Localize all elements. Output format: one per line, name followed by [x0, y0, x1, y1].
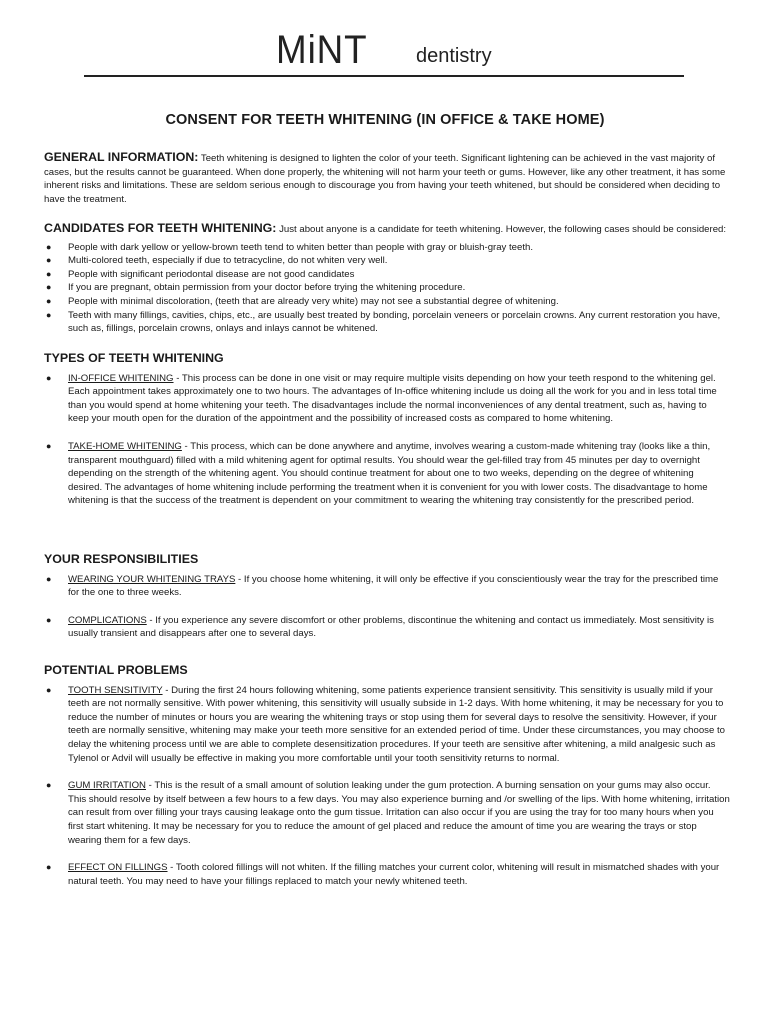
list-item-term: TOOTH SENSITIVITY [68, 684, 163, 696]
list-item-term: IN-OFFICE WHITENING [68, 372, 174, 384]
bullet-icon: ● [46, 780, 52, 791]
list-item [44, 254, 730, 268]
candidates-list [44, 241, 730, 336]
bullet-icon: ● [46, 241, 52, 252]
candidates-intro-paragraph [44, 222, 730, 237]
list-item-text: - This is the result of a small amount of solution leaking under the gum protection. A burning sensation on your gums may also occur. This should resolve by itself between a few hours to a few days. You may also experience burning and /or swelling of the lips. With home whitening, irritation can result from over filling your trays causing leakage onto the gum tissue. Irritation can also occur if you are using the tray for too many hours when you first start whitening. It may be necessary for you to reduce the amount of gel placed and reduce the amount of time you are wearing the trays or stop wearing them for a few days. [68, 780, 730, 846]
bullet-icon: ● [46, 282, 52, 293]
list-item-text: If you are pregnant, obtain permission from your doctor before trying the whitening procedure. [68, 282, 466, 294]
bullet-icon: ● [46, 614, 52, 625]
list-item [44, 614, 730, 641]
list-item-text: Teeth with many fillings, cavities, chips, etc., are usually best treated by bonding, porcelain veneers or porcelain crowns. Any current restoration you have, such as, fillings, porcelain crowns, onlays and inlays cannot be whitened. [68, 309, 721, 335]
list-item-term: GUM IRRITATION [68, 780, 146, 792]
list-item-text: - If you experience any severe discomfort or other problems, discontinue the whitening and contact us immediately. Most sensitivity is usually transient and disappears after one to several days. [68, 614, 714, 640]
general-information-text: Teeth whitening is designed to lighten the color of your teeth. Significant lightening can be achieved in the vast majority of cases, but the results cannot be guaranteed. When done properly, the whitening will not harm your teeth or gums. However, like any other treatment, it has some inherent risks and limitations. These are seldom serious enough to discourage you from having your teeth whitened, but should be considered when deciding to have the treatment. [44, 153, 726, 205]
list-item-text: - If you choose home whitening, it will only be effective if you conscientiously wear the tray for the prescribed time for the one to three weeks. [68, 573, 719, 599]
list-item [44, 295, 730, 309]
list-item-text: - This process can be done in one visit or may require multiple visits depending on how your teeth respond to the whitening gel. Each appointment takes approximately one to two hours. The advantages of In-office whitening include us doing all the work for you and in less total time than you would spend at home whitening your teeth. The disadvantages include the normal inconveniences of any dental treatment, such as, having to keep your mouth open for the duration of the appointment and the possibility of increased costs as compared to home whitening. [68, 372, 717, 425]
list-item-term: EFFECT ON FILLINGS [68, 862, 168, 874]
list-item [44, 779, 730, 847]
logo-dentistry-text: dentistry [416, 45, 492, 67]
list-item [44, 309, 730, 336]
list-item-term: WEARING YOUR WHITENING TRAYS [68, 573, 236, 585]
types-section [44, 352, 730, 508]
bullet-icon: ● [46, 440, 52, 451]
document-title: CONSENT FOR TEETH WHITENING (IN OFFICE & TAKE HOME) [165, 112, 605, 128]
list-item [44, 241, 730, 255]
potential-problems-list [44, 684, 730, 889]
types-heading: TYPES OF TEETH WHITENING [44, 351, 224, 365]
bullet-icon: ● [46, 862, 52, 873]
list-item-text: People with significant periodontal disease are not good candidates [68, 268, 355, 280]
list-item [44, 372, 730, 426]
list-item [44, 861, 730, 888]
candidates-heading: CANDIDATES FOR TEETH WHITENING: [44, 221, 277, 235]
list-item-text: - This process, which can be done anywhere and anytime, involves wearing a custom-made whitening tray (looks like a thin, transparent mouthguard) filled with a mild whitening agent for optimal results. You should wear the gel-filled tray from 45 minutes per day to overnight depending on the strength of the whitening agent. You should continue treatment for about one to two weeks, depending on the degree of whitening desired. The advantages of home whitening include performing the treatment when it is convenient for you with lower costs. The disadvantage to home whitening is that the success of the treatment is dependent on your commitment to wearing the whitening tray consistently for the prescribed period. [68, 440, 711, 507]
general-information-heading: GENERAL INFORMATION: [44, 150, 199, 164]
bullet-icon: ● [46, 372, 52, 383]
responsibilities-section [44, 553, 730, 641]
potential-problems-heading: POTENTIAL PROBLEMS [44, 663, 188, 677]
list-item-term: TAKE-HOME WHITENING [68, 440, 182, 452]
list-item-text: People with dark yellow or yellow-brown teeth tend to whiten better than people with gray or bluish-gray teeth. [68, 241, 534, 253]
responsibilities-list [44, 573, 730, 641]
types-list [44, 372, 730, 508]
bullet-icon: ● [46, 295, 52, 306]
bullet-icon: ● [46, 268, 52, 279]
logo-mint-text: MiNT [276, 28, 368, 72]
bullet-icon: ● [46, 255, 52, 266]
list-item [44, 268, 730, 282]
list-item-text: People with minimal discoloration, (teeth that are already very white) may not see a substantial degree of whitening. [68, 295, 559, 307]
list-item [44, 440, 730, 508]
candidates-intro: Just about anyone is a candidate for teeth whitening. However, the following cases should be considered: [276, 224, 727, 235]
general-information-paragraph [44, 151, 730, 206]
list-item [44, 684, 730, 766]
bullet-icon: ● [46, 684, 52, 695]
mint-dentistry-logo [276, 28, 492, 72]
header-rule [84, 75, 684, 77]
list-item [44, 573, 730, 600]
potential-problems-section [44, 664, 730, 888]
list-item-text: Multi-colored teeth, especially if due to tetracycline, do not whiten very well. [68, 255, 388, 267]
candidates-section [44, 222, 730, 336]
bullet-icon: ● [46, 573, 52, 584]
list-item-term: COMPLICATIONS [68, 614, 147, 626]
list-item [44, 281, 730, 295]
responsibilities-heading: YOUR RESPONSIBILITIES [44, 552, 199, 566]
list-item-text: - During the first 24 hours following whitening, some patients experience transient sensitivity. This sensitivity is usually mild if your teeth are not normally sensitive. With power whitening, this sensitivity will usually subside in 1-2 days. With home whitening, it may be necessary for you to reduce the number of minutes or hours you are wearing the whitening trays or stop using them for several days to resolve the sensitivity. However, if your teeth are normally sensitive, whitening may make your teeth more sensitive for an extended period of time. Under these circumstances, you may choose to delay the whitening process until we are able to complete desensitization procedures. If your teeth are sensitive after whitening, a mild analgesic such as Tylenol or Advil will usually be effective in making you more comfortable until your tooth sensitivity returns to normal. [68, 684, 725, 764]
general-information-section [44, 151, 730, 206]
list-item-text: - Tooth colored fillings will not whiten. If the filling matches your current color, whitening will result in mismatched shades with your natural teeth. You may need to have your fillings replaced to match your newly whitened teeth. [68, 862, 720, 887]
bullet-icon: ● [46, 309, 52, 320]
